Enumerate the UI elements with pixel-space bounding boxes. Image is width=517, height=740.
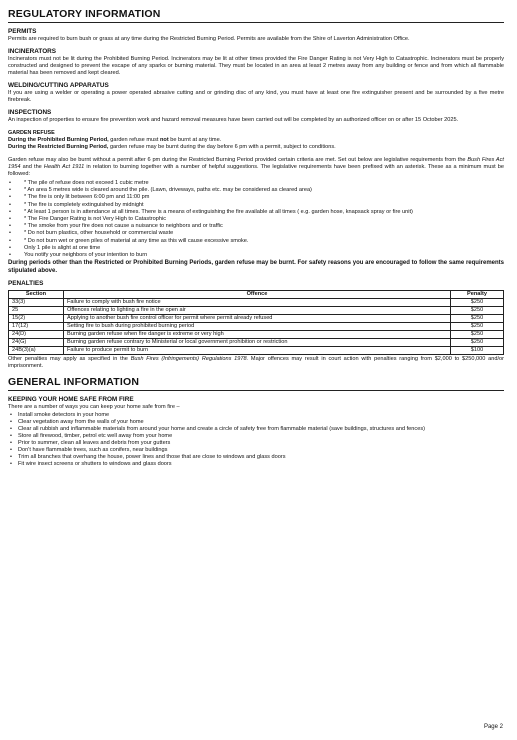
health-act: Health Act 1911	[43, 164, 85, 170]
table-row: 24B(3)(a) Failure to produce permit to burn $100	[9, 347, 504, 355]
penalties-table	[8, 290, 504, 355]
burning-rules-list	[8, 180, 504, 259]
garden-restricted-line	[8, 144, 504, 151]
penalties-section	[8, 280, 504, 370]
list-item: • * An area 5 metres wide is cleared around the pile. (Lawn, driveways, paths etc. may be considered as cleared area)	[20, 187, 504, 194]
table-row: 24(G) Burning garden refuse contrary to Ministerial or local government prohibition or restriction $250	[9, 339, 504, 347]
table-row: 33(3) Failure to comply with bush fire notice $250	[9, 299, 504, 307]
welding-heading: WELDING/CUTTING APPARATUS	[8, 82, 109, 89]
table-header-row	[9, 291, 504, 299]
permits-text: Permits are required to burn bush or grass at any time during the Restricted Burning Period. Permits are available from the Shire of Laverton Administration Office.	[8, 36, 410, 42]
column-header-offence: Offence	[64, 291, 451, 299]
list-item: • You notify your neighbors of your intention to burn	[20, 252, 504, 259]
prohibited-text: garden refuse must	[108, 137, 160, 143]
garden-prohibited-line	[8, 137, 504, 144]
prohibited-text-end: be burnt at any time.	[168, 137, 222, 143]
penalties-heading: PENALTIES	[8, 280, 44, 288]
permits-section	[8, 28, 504, 43]
incinerators-text: Incinerators must not be lit during the Prohibited Burning Period. Incinerators may be lit at other times provided the Fire Danger Rating is not Very High to Catastrophic. Incinerators must be properly constructed and designed to prevent the escape of any sparks or burning material. They must be located in an area at least 2 metres away from any building or fence and from which all flammable material has been removed and kept cleared.	[8, 56, 504, 76]
prohibited-period-label: During the Prohibited Burning Period,	[8, 137, 109, 143]
intro-part-a: Garden refuse may also be burnt without a permit after 6 pm during the Restricted Burning Period provided certain criteria are met. Set out below are legislative requirements from the	[8, 157, 468, 163]
list-item: • Only 1 pile is alight at one time	[20, 245, 504, 252]
table-row: 25 Offences relating to lighting a fire in the open air $250	[9, 307, 504, 315]
bush-fires-act: Bush Fires Act 1954	[8, 157, 504, 170]
restricted-period-label: During the Restricted Burning Period,	[8, 144, 109, 150]
welding-text: If you are using a welder or operating a power operated abrasive cutting and or grinding disc of any kind, you must have at least one fire extinguisher present and be surrounded by a five metre firebreak.	[8, 90, 504, 103]
not-emphasis: not	[160, 137, 169, 143]
list-item: • * The Fire Danger Rating is not Very High to Catastrophic	[20, 216, 504, 223]
permits-heading: PERMITS	[8, 28, 37, 35]
welding-section	[8, 82, 504, 104]
list-item: • * The pile of refuse does not exceed 1 cubic metre	[20, 180, 504, 187]
incinerators-section	[8, 48, 504, 77]
table-row: 17(12) Setting fire to bush during prohibited burning period $250	[9, 323, 504, 331]
home-safety-list	[8, 412, 504, 468]
table-row: 24(D) Burning garden refuse when fire danger is extreme or very high $250	[9, 331, 504, 339]
list-item: • Clear all rubbish and inflammable materials from around your home and create a circle of safety free from flammable material (save buildings, structures and fences)	[18, 426, 504, 433]
list-item: • * At least 1 person is in attendance at all times. There is a means of extinguishing the fire available at all times ( e.g. garden hose, knapsack spray or fire unit)	[20, 209, 504, 216]
list-item: • Don't have flammable trees, such as conifers, near buildings	[18, 447, 504, 454]
list-item: • * The smoke from your fire does not cause a nuisance to neighbors and or traffic	[20, 223, 504, 230]
document-page	[8, 8, 504, 468]
restricted-text: garden refuse may be burnt during the day before 6 pm with a permit, subject to conditions.	[108, 144, 336, 150]
page-title: REGULATORY INFORMATION	[8, 8, 504, 23]
home-safety-intro: There are a number of ways you can keep your home safe from fire –	[8, 404, 180, 411]
note-part-a: Other penalties may apply as specified in the	[8, 356, 131, 363]
list-item: • Prior to summer, clean all leaves and debris from your gutters	[18, 440, 504, 447]
list-item: • Trim all branches that overhang the house, power lines and those that are close to windows and glass doors	[18, 454, 504, 461]
list-item: • * Do not burn wet or green piles of material at any time as this will cause excessive smoke.	[20, 238, 504, 245]
intro-part-c: in relation to burning together with a number of helpful suggestions. The legislative requirements have been prefixed with an asterisk. These as a minimum must be followed:	[8, 164, 505, 177]
inspections-heading: INSPECTIONS	[8, 109, 52, 116]
home-safety-heading: KEEPING YOUR HOME SAFE FROM FIRE	[8, 396, 134, 404]
column-header-penalty: Penalty	[451, 291, 504, 299]
general-information-title: GENERAL INFORMATION	[8, 376, 504, 391]
list-item: • Clear vegetation away from the walls of your home	[18, 419, 504, 426]
list-item: • * The fire is completely extinguished by midnight	[20, 202, 504, 209]
list-item: • Install smoke detectors in your home	[18, 412, 504, 419]
column-header-section: Section	[9, 291, 64, 299]
note-part-b: Major offences may result in court action with penalties ranging from $2,000 to $250,000 and/or imprisonment.	[8, 356, 505, 370]
page-number: Page 2	[483, 724, 503, 730]
table-row: 15(2) Applying to another bush fire control officer for permit where permit already refused $250	[9, 315, 504, 323]
garden-requirements-intro	[8, 157, 504, 178]
intro-part-b: and the	[20, 164, 44, 170]
incinerators-heading: INCINERATORS	[8, 48, 57, 55]
garden-refuse-heading: GARDEN REFUSE	[8, 130, 55, 136]
home-safety-section	[8, 396, 504, 468]
list-item: • * Do not burn plastics, other household or commercial waste	[20, 230, 504, 237]
list-item: • Fit wire insect screens or shutters to windows and glass doors	[18, 461, 504, 468]
inspections-section	[8, 109, 504, 124]
garden-closing-text: During periods other than the Restricted or Prohibited Burning Periods, garden refuse may be burnt. For safety reasons you are encouraged to follow the same requirements stipulated above.	[8, 260, 504, 274]
infringements-regulations: Bush Fires (Infringements) Regulations 1978.	[130, 356, 249, 363]
penalties-note	[8, 356, 504, 370]
list-item: • Store all firewood, timber, petrol etc well away from your home	[18, 433, 504, 440]
list-item: • * The fire is only lit between 6:00 pm and 11:00 pm	[20, 194, 504, 201]
garden-refuse-section	[8, 129, 504, 275]
inspections-text: An inspection of properties to ensure fire prevention work and hazard removal measures have been carried out will be completed by an authorized officer on or after 15 October 2025.	[8, 117, 459, 123]
